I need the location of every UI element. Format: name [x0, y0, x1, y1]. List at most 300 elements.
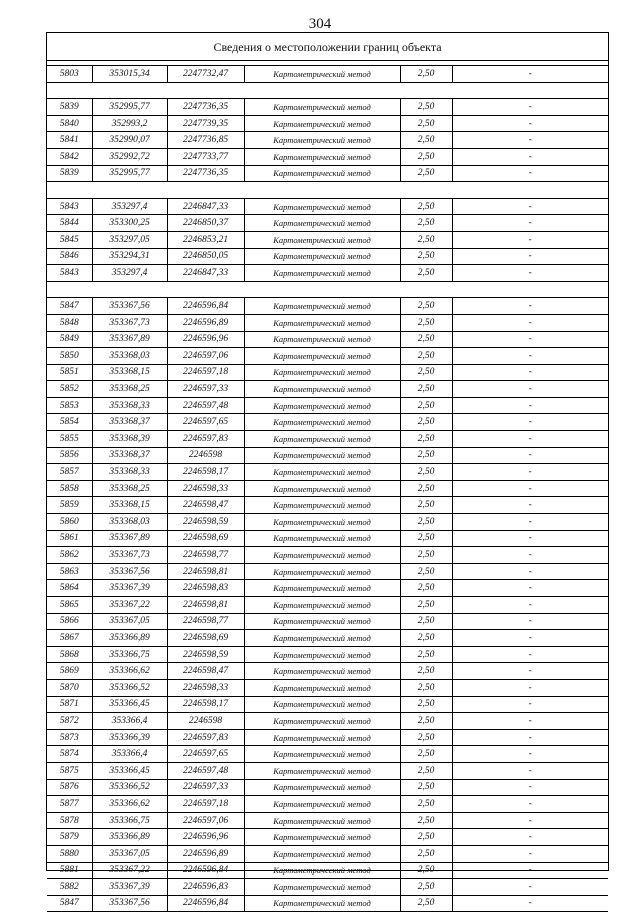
page-number: 304: [308, 16, 332, 32]
x-coordinate-cell: 353367,22: [92, 597, 167, 614]
y-coordinate-cell: 2246597,48: [167, 397, 244, 414]
x-coordinate-cell: 353366,52: [92, 679, 167, 696]
point-number-cell: 5841: [47, 132, 92, 149]
method-cell: Картометрический метод: [244, 431, 400, 448]
y-coordinate-cell: 2246596,84: [167, 895, 244, 912]
x-coordinate-cell: 353366,75: [92, 646, 167, 663]
note-cell: -: [452, 414, 608, 431]
y-coordinate-cell: 2246597,33: [167, 381, 244, 398]
method-cell: Картометрический метод: [244, 148, 400, 165]
x-coordinate-cell: 353366,39: [92, 729, 167, 746]
note-cell: -: [452, 796, 608, 813]
accuracy-cell: 2,50: [400, 66, 452, 83]
section-title: Сведения о местоположении границ объекта: [47, 33, 608, 61]
table-row: [47, 248, 608, 265]
table-row: [47, 646, 608, 663]
method-cell: Картометрический метод: [244, 231, 400, 248]
accuracy-cell: 2,50: [400, 812, 452, 829]
method-cell: Картометрический метод: [244, 248, 400, 265]
y-coordinate-cell: 2246847,33: [167, 198, 244, 215]
accuracy-cell: 2,50: [400, 729, 452, 746]
method-cell: Картометрический метод: [244, 397, 400, 414]
table-row: [47, 364, 608, 381]
accuracy-cell: 2,50: [400, 845, 452, 862]
table-row: [47, 115, 608, 132]
point-number-cell: 5865: [47, 597, 92, 614]
accuracy-cell: 2,50: [400, 480, 452, 497]
method-cell: Картометрический метод: [244, 314, 400, 331]
method-cell: Картометрический метод: [244, 165, 400, 182]
x-coordinate-cell: 353367,56: [92, 298, 167, 315]
point-number-cell: 5873: [47, 729, 92, 746]
note-cell: -: [452, 148, 608, 165]
note-cell: -: [452, 580, 608, 597]
y-coordinate-cell: 2246598,69: [167, 630, 244, 647]
note-cell: -: [452, 364, 608, 381]
y-coordinate-cell: 2246598,83: [167, 580, 244, 597]
y-coordinate-cell: 2246598,47: [167, 663, 244, 680]
note-cell: -: [452, 265, 608, 282]
y-coordinate-cell: 2246597,65: [167, 414, 244, 431]
coordinates-table: [47, 65, 608, 912]
point-number-cell: 5868: [47, 646, 92, 663]
method-cell: Картометрический метод: [244, 762, 400, 779]
x-coordinate-cell: 353368,03: [92, 348, 167, 365]
table-row: [47, 879, 608, 896]
accuracy-cell: 2,50: [400, 746, 452, 763]
note-cell: -: [452, 480, 608, 497]
table-row: [47, 613, 608, 630]
method-cell: Картометрический метод: [244, 464, 400, 481]
method-cell: Картометрический метод: [244, 215, 400, 232]
y-coordinate-cell: 2247733,77: [167, 148, 244, 165]
accuracy-cell: 2,50: [400, 314, 452, 331]
x-coordinate-cell: 353368,37: [92, 414, 167, 431]
y-coordinate-cell: 2246597,18: [167, 364, 244, 381]
y-coordinate-cell: 2246596,96: [167, 829, 244, 846]
x-coordinate-cell: 353366,45: [92, 762, 167, 779]
spacer-cell: [47, 281, 608, 298]
method-cell: Картометрический метод: [244, 895, 400, 912]
point-number-cell: 5842: [47, 148, 92, 165]
y-coordinate-cell: 2246598,77: [167, 613, 244, 630]
note-cell: -: [452, 198, 608, 215]
table-row: [47, 464, 608, 481]
y-coordinate-cell: 2246596,84: [167, 862, 244, 879]
x-coordinate-cell: 352992,72: [92, 148, 167, 165]
method-cell: Картометрический метод: [244, 779, 400, 796]
x-coordinate-cell: 353368,25: [92, 480, 167, 497]
accuracy-cell: 2,50: [400, 265, 452, 282]
note-cell: -: [452, 215, 608, 232]
y-coordinate-cell: 2246598,69: [167, 530, 244, 547]
table-row: [47, 265, 608, 282]
accuracy-cell: 2,50: [400, 497, 452, 514]
point-number-cell: 5878: [47, 812, 92, 829]
method-cell: Картометрический метод: [244, 679, 400, 696]
point-number-cell: 5847: [47, 298, 92, 315]
note-cell: -: [452, 613, 608, 630]
accuracy-cell: 2,50: [400, 530, 452, 547]
note-cell: -: [452, 713, 608, 730]
accuracy-cell: 2,50: [400, 646, 452, 663]
table-row: [47, 696, 608, 713]
accuracy-cell: 2,50: [400, 464, 452, 481]
method-cell: Картометрический метод: [244, 597, 400, 614]
x-coordinate-cell: 353367,56: [92, 563, 167, 580]
spacer-cell: [47, 82, 608, 99]
point-number-cell: 5857: [47, 464, 92, 481]
table-row: [47, 66, 608, 83]
table-row: [47, 597, 608, 614]
x-coordinate-cell: 353367,73: [92, 314, 167, 331]
table-row: [47, 215, 608, 232]
table-row: [47, 713, 608, 730]
note-cell: -: [452, 696, 608, 713]
method-cell: Картометрический метод: [244, 663, 400, 680]
accuracy-cell: 2,50: [400, 679, 452, 696]
x-coordinate-cell: 353366,89: [92, 829, 167, 846]
point-number-cell: 5859: [47, 497, 92, 514]
point-number-cell: 5863: [47, 563, 92, 580]
x-coordinate-cell: 353297,4: [92, 265, 167, 282]
method-cell: Картометрический метод: [244, 364, 400, 381]
point-number-cell: 5852: [47, 381, 92, 398]
coordinates-table-body: [47, 66, 608, 912]
method-cell: Картометрический метод: [244, 696, 400, 713]
accuracy-cell: 2,50: [400, 414, 452, 431]
y-coordinate-cell: 2246598,81: [167, 563, 244, 580]
point-number-cell: 5872: [47, 713, 92, 730]
x-coordinate-cell: 353366,52: [92, 779, 167, 796]
point-number-cell: 5850: [47, 348, 92, 365]
y-coordinate-cell: 2246847,33: [167, 265, 244, 282]
accuracy-cell: 2,50: [400, 231, 452, 248]
method-cell: Картометрический метод: [244, 497, 400, 514]
x-coordinate-cell: 353366,75: [92, 812, 167, 829]
point-number-cell: 5876: [47, 779, 92, 796]
table-row: [47, 314, 608, 331]
note-cell: -: [452, 497, 608, 514]
accuracy-cell: 2,50: [400, 879, 452, 896]
note-cell: -: [452, 165, 608, 182]
x-coordinate-cell: 353367,56: [92, 895, 167, 912]
accuracy-cell: 2,50: [400, 198, 452, 215]
y-coordinate-cell: 2246596,89: [167, 314, 244, 331]
method-cell: Картометрический метод: [244, 348, 400, 365]
table-row: [47, 630, 608, 647]
method-cell: Картометрический метод: [244, 862, 400, 879]
accuracy-cell: 2,50: [400, 796, 452, 813]
table-row: [47, 530, 608, 547]
method-cell: Картометрический метод: [244, 812, 400, 829]
method-cell: Картометрический метод: [244, 630, 400, 647]
y-coordinate-cell: 2247736,35: [167, 165, 244, 182]
note-cell: -: [452, 431, 608, 448]
point-number-cell: 5867: [47, 630, 92, 647]
method-cell: Картометрический метод: [244, 713, 400, 730]
y-coordinate-cell: 2246596,89: [167, 845, 244, 862]
x-coordinate-cell: 353368,33: [92, 464, 167, 481]
accuracy-cell: 2,50: [400, 862, 452, 879]
note-cell: -: [452, 348, 608, 365]
note-cell: -: [452, 464, 608, 481]
method-cell: Картометрический метод: [244, 580, 400, 597]
method-cell: Картометрический метод: [244, 514, 400, 531]
table-row: [47, 779, 608, 796]
table-row: [47, 829, 608, 846]
y-coordinate-cell: 2246598,77: [167, 547, 244, 564]
point-number-cell: 5879: [47, 829, 92, 846]
note-cell: -: [452, 115, 608, 132]
x-coordinate-cell: 352995,77: [92, 165, 167, 182]
table-row: [47, 99, 608, 116]
table-row: [47, 431, 608, 448]
table-row: [47, 348, 608, 365]
table-row: [47, 796, 608, 813]
accuracy-cell: 2,50: [400, 431, 452, 448]
accuracy-cell: 2,50: [400, 364, 452, 381]
note-cell: -: [452, 829, 608, 846]
x-coordinate-cell: 353368,15: [92, 497, 167, 514]
table-row: [47, 563, 608, 580]
note-cell: -: [452, 646, 608, 663]
y-coordinate-cell: 2247736,35: [167, 99, 244, 116]
point-number-cell: 5856: [47, 447, 92, 464]
table-row: [47, 862, 608, 879]
accuracy-cell: 2,50: [400, 447, 452, 464]
note-cell: -: [452, 248, 608, 265]
method-cell: Картометрический метод: [244, 381, 400, 398]
point-number-cell: 5844: [47, 215, 92, 232]
accuracy-cell: 2,50: [400, 713, 452, 730]
y-coordinate-cell: 2246598,33: [167, 480, 244, 497]
y-coordinate-cell: 2246597,18: [167, 796, 244, 813]
method-cell: Картометрический метод: [244, 414, 400, 431]
point-number-cell: 5846: [47, 248, 92, 265]
x-coordinate-cell: 353366,45: [92, 696, 167, 713]
x-coordinate-cell: 353367,89: [92, 530, 167, 547]
y-coordinate-cell: 2246597,48: [167, 762, 244, 779]
accuracy-cell: 2,50: [400, 348, 452, 365]
table-row: [47, 746, 608, 763]
table-row: [47, 480, 608, 497]
table-row: [47, 580, 608, 597]
table-row: [47, 165, 608, 182]
accuracy-cell: 2,50: [400, 248, 452, 265]
table-row: [47, 514, 608, 531]
y-coordinate-cell: 2247732,47: [167, 66, 244, 83]
x-coordinate-cell: 353294,31: [92, 248, 167, 265]
note-cell: -: [452, 298, 608, 315]
accuracy-cell: 2,50: [400, 547, 452, 564]
table-row: [47, 497, 608, 514]
method-cell: Картометрический метод: [244, 298, 400, 315]
x-coordinate-cell: 352990,07: [92, 132, 167, 149]
method-cell: Картометрический метод: [244, 530, 400, 547]
document-frame: [46, 32, 609, 909]
x-coordinate-cell: 352993,2: [92, 115, 167, 132]
method-cell: Картометрический метод: [244, 547, 400, 564]
point-number-cell: 5880: [47, 845, 92, 862]
point-number-cell: 5874: [47, 746, 92, 763]
y-coordinate-cell: 2246598,17: [167, 464, 244, 481]
x-coordinate-cell: 353297,05: [92, 231, 167, 248]
method-cell: Картометрический метод: [244, 845, 400, 862]
y-coordinate-cell: 2246850,37: [167, 215, 244, 232]
note-cell: -: [452, 547, 608, 564]
spacer-row: [47, 281, 608, 298]
method-cell: Картометрический метод: [244, 99, 400, 116]
note-cell: -: [452, 530, 608, 547]
point-number-cell: 5866: [47, 613, 92, 630]
x-coordinate-cell: 353367,22: [92, 862, 167, 879]
y-coordinate-cell: 2246597,06: [167, 812, 244, 829]
x-coordinate-cell: 353368,33: [92, 397, 167, 414]
method-cell: Картометрический метод: [244, 746, 400, 763]
accuracy-cell: 2,50: [400, 165, 452, 182]
note-cell: -: [452, 99, 608, 116]
x-coordinate-cell: 353366,62: [92, 796, 167, 813]
point-number-cell: 5869: [47, 663, 92, 680]
note-cell: -: [452, 231, 608, 248]
y-coordinate-cell: 2246597,83: [167, 431, 244, 448]
x-coordinate-cell: 353368,37: [92, 447, 167, 464]
accuracy-cell: 2,50: [400, 115, 452, 132]
x-coordinate-cell: 353366,62: [92, 663, 167, 680]
table-row: [47, 381, 608, 398]
accuracy-cell: 2,50: [400, 696, 452, 713]
x-coordinate-cell: 353366,4: [92, 746, 167, 763]
x-coordinate-cell: 353367,73: [92, 547, 167, 564]
x-coordinate-cell: 353367,39: [92, 879, 167, 896]
x-coordinate-cell: 353297,4: [92, 198, 167, 215]
note-cell: -: [452, 381, 608, 398]
point-number-cell: 5803: [47, 66, 92, 83]
note-cell: -: [452, 397, 608, 414]
accuracy-cell: 2,50: [400, 298, 452, 315]
note-cell: -: [452, 762, 608, 779]
point-number-cell: 5843: [47, 265, 92, 282]
method-cell: Картометрический метод: [244, 198, 400, 215]
method-cell: Картометрический метод: [244, 646, 400, 663]
y-coordinate-cell: 2246598: [167, 447, 244, 464]
method-cell: Картометрический метод: [244, 480, 400, 497]
accuracy-cell: 2,50: [400, 215, 452, 232]
y-coordinate-cell: 2246598,17: [167, 696, 244, 713]
y-coordinate-cell: 2246850,05: [167, 248, 244, 265]
table-row: [47, 198, 608, 215]
y-coordinate-cell: 2246597,06: [167, 348, 244, 365]
table-row: [47, 447, 608, 464]
method-cell: Картометрический метод: [244, 331, 400, 348]
note-cell: -: [452, 563, 608, 580]
table-row: [47, 397, 608, 414]
y-coordinate-cell: 2246598,81: [167, 597, 244, 614]
x-coordinate-cell: 353015,34: [92, 66, 167, 83]
note-cell: -: [452, 630, 608, 647]
table-row: [47, 331, 608, 348]
accuracy-cell: 2,50: [400, 762, 452, 779]
point-number-cell: 5881: [47, 862, 92, 879]
note-cell: -: [452, 514, 608, 531]
note-cell: -: [452, 845, 608, 862]
spacer-cell: [47, 182, 608, 199]
accuracy-cell: 2,50: [400, 132, 452, 149]
y-coordinate-cell: 2246598,33: [167, 679, 244, 696]
accuracy-cell: 2,50: [400, 148, 452, 165]
table-row: [47, 679, 608, 696]
table-row: [47, 148, 608, 165]
x-coordinate-cell: 353367,39: [92, 580, 167, 597]
note-cell: -: [452, 132, 608, 149]
point-number-cell: 5839: [47, 99, 92, 116]
point-number-cell: 5849: [47, 331, 92, 348]
note-cell: -: [452, 447, 608, 464]
point-number-cell: 5854: [47, 414, 92, 431]
note-cell: -: [452, 779, 608, 796]
note-cell: -: [452, 862, 608, 879]
method-cell: Картометрический метод: [244, 613, 400, 630]
point-number-cell: 5853: [47, 397, 92, 414]
point-number-cell: 5847: [47, 895, 92, 912]
table-row: [47, 231, 608, 248]
y-coordinate-cell: 2246597,83: [167, 729, 244, 746]
note-cell: -: [452, 746, 608, 763]
accuracy-cell: 2,50: [400, 779, 452, 796]
point-number-cell: 5845: [47, 231, 92, 248]
table-row: [47, 812, 608, 829]
y-coordinate-cell: 2246598: [167, 713, 244, 730]
accuracy-cell: 2,50: [400, 895, 452, 912]
x-coordinate-cell: 352995,77: [92, 99, 167, 116]
note-cell: -: [452, 729, 608, 746]
method-cell: Картометрический метод: [244, 563, 400, 580]
x-coordinate-cell: 353368,25: [92, 381, 167, 398]
note-cell: -: [452, 331, 608, 348]
accuracy-cell: 2,50: [400, 331, 452, 348]
method-cell: Картометрический метод: [244, 115, 400, 132]
point-number-cell: 5871: [47, 696, 92, 713]
y-coordinate-cell: 2246596,83: [167, 879, 244, 896]
table-row: [47, 895, 608, 912]
point-number-cell: 5843: [47, 198, 92, 215]
x-coordinate-cell: 353368,15: [92, 364, 167, 381]
table-row: [47, 663, 608, 680]
method-cell: Картометрический метод: [244, 879, 400, 896]
point-number-cell: 5877: [47, 796, 92, 813]
spacer-row: [47, 182, 608, 199]
x-coordinate-cell: 353366,89: [92, 630, 167, 647]
x-coordinate-cell: 353367,05: [92, 845, 167, 862]
accuracy-cell: 2,50: [400, 563, 452, 580]
accuracy-cell: 2,50: [400, 514, 452, 531]
note-cell: -: [452, 895, 608, 912]
note-cell: -: [452, 597, 608, 614]
spacer-row: [47, 82, 608, 99]
method-cell: Картометрический метод: [244, 796, 400, 813]
point-number-cell: 5839: [47, 165, 92, 182]
accuracy-cell: 2,50: [400, 829, 452, 846]
point-number-cell: 5840: [47, 115, 92, 132]
method-cell: Картометрический метод: [244, 447, 400, 464]
note-cell: -: [452, 66, 608, 83]
y-coordinate-cell: 2246596,84: [167, 298, 244, 315]
table-row: [47, 729, 608, 746]
accuracy-cell: 2,50: [400, 613, 452, 630]
table-row: [47, 132, 608, 149]
y-coordinate-cell: 2246853,21: [167, 231, 244, 248]
